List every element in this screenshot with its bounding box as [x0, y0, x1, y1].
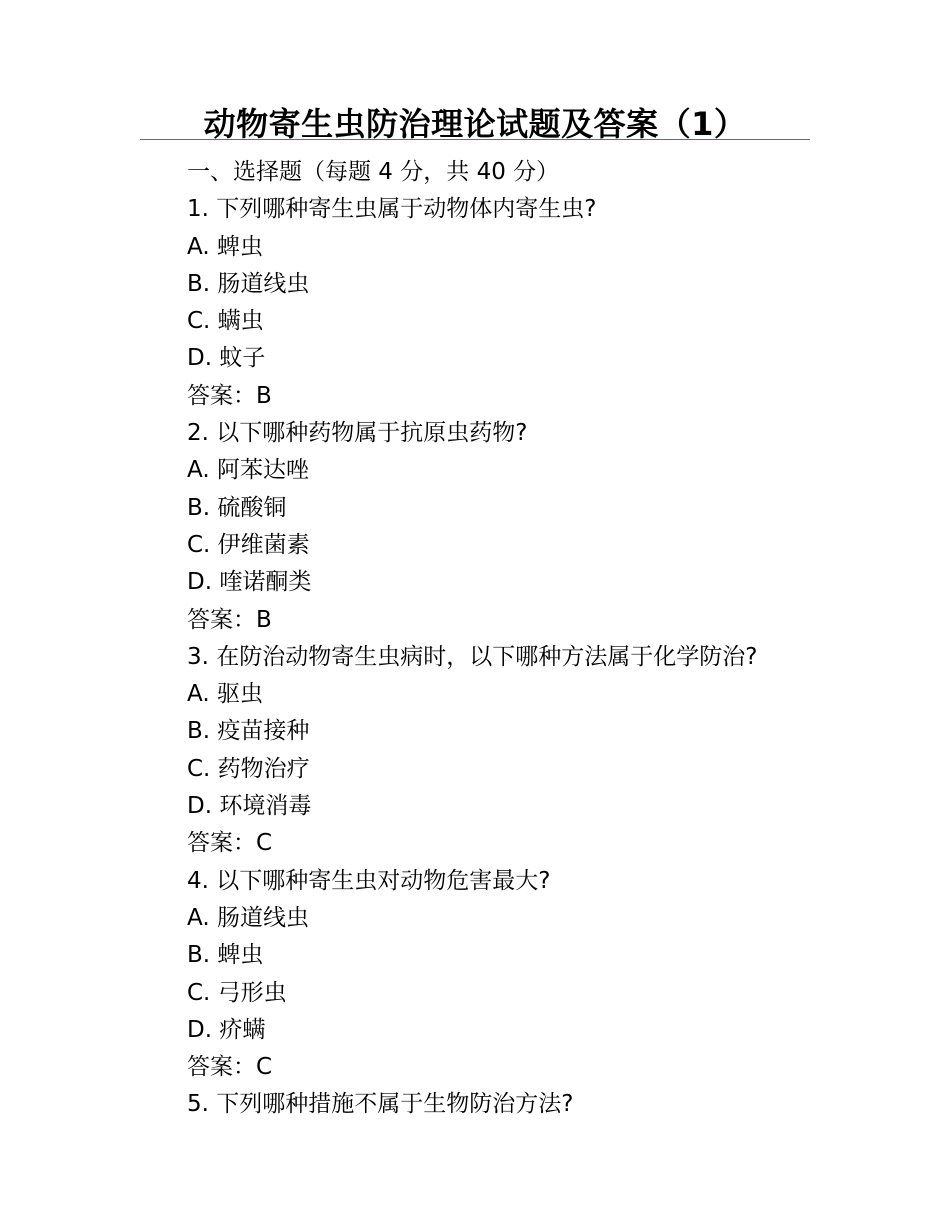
question-text: 1. 下列哪种寄生虫属于动物体内寄生虫? — [187, 196, 597, 223]
question-text: 2. 以下哪种药物属于抗原虫药物? — [187, 420, 528, 447]
question-text: 4. 以下哪种寄生虫对动物危害最大? — [187, 867, 551, 894]
option-c: C. 弓形虫 — [187, 979, 287, 1006]
option-d: D. 蚊子 — [187, 345, 266, 372]
option-c: C. 药物治疗 — [187, 755, 310, 782]
option-c: C. 伊维菌素 — [187, 531, 310, 558]
question-text: 3. 在防治动物寄生虫病时，以下哪种方法属于化学防治? — [187, 643, 758, 670]
option-b: B. 疫苗接种 — [187, 718, 310, 745]
section-heading: 一、选择题（每题 4 分，共 40 分） — [187, 159, 560, 185]
option-a: A. 蜱虫 — [187, 233, 263, 260]
answer-line: 答案：C — [187, 1054, 273, 1081]
document-title: 动物寄生虫防治理论试题及答案（1） — [203, 105, 747, 143]
answer-line: 答案：C — [187, 830, 273, 857]
answer-line: 答案：B — [187, 606, 272, 633]
option-a: A. 驱虫 — [187, 681, 263, 708]
question-block-4 — [187, 863, 887, 1087]
option-d: D. 喹诺酮类 — [187, 569, 312, 596]
option-d: D. 环境消毒 — [187, 793, 312, 820]
option-d: D. 疥螨 — [187, 1016, 266, 1043]
title-underline — [140, 139, 810, 140]
document-body — [187, 154, 887, 1124]
option-b: B. 硫酸铜 — [187, 494, 287, 521]
option-b: B. 肠道线虫 — [187, 270, 310, 297]
question-block-1 — [187, 191, 887, 415]
question-block-2 — [187, 415, 887, 639]
question-block-5 — [187, 1086, 887, 1123]
option-a: A. 肠道线虫 — [187, 904, 309, 931]
answer-line: 答案：B — [187, 382, 272, 409]
option-a: A. 阿苯达唑 — [187, 457, 309, 484]
option-c: C. 螨虫 — [187, 308, 264, 335]
question-text: 5. 下列哪种措施不属于生物防治方法? — [187, 1091, 574, 1118]
question-block-3 — [187, 639, 887, 863]
option-b: B. 蜱虫 — [187, 942, 264, 969]
